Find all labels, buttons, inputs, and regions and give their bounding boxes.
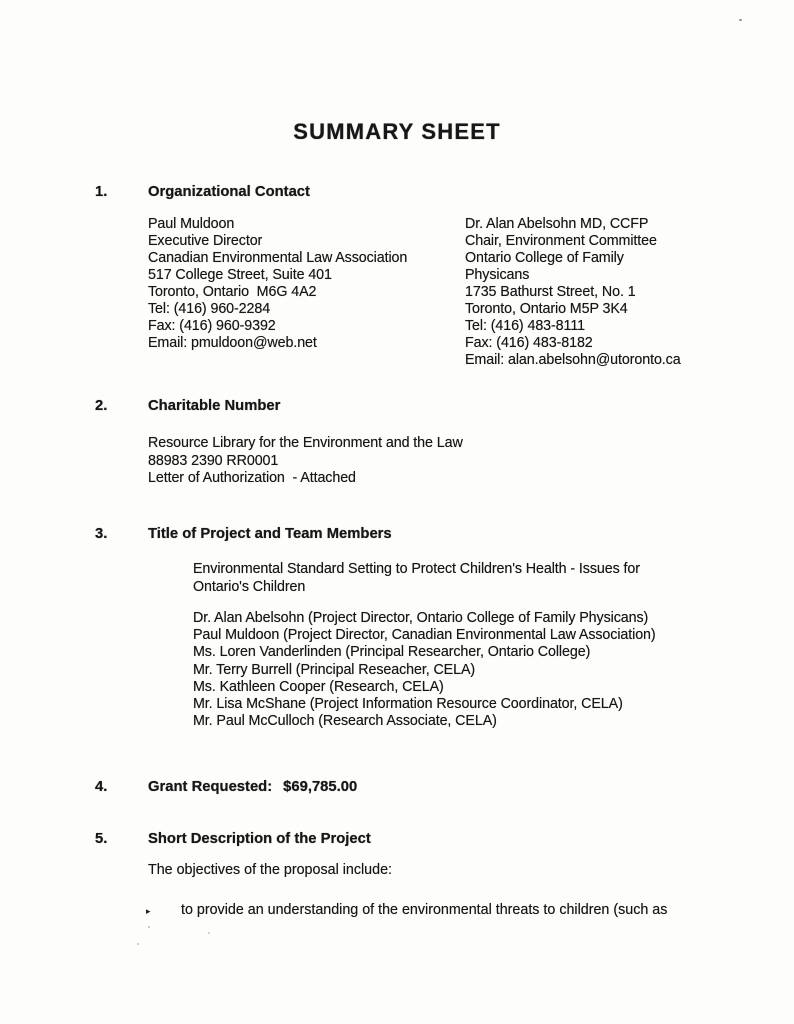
scan-speck	[148, 926, 150, 928]
team-member-line: Mr. Lisa McShane (Project Information Resource Coordinator, CELA)	[193, 696, 623, 713]
charitable-line: 88983 2390 RR0001	[148, 452, 279, 469]
contact-left-line: 517 College Street, Suite 401	[148, 267, 332, 283]
contact-left-line: Executive Director	[148, 233, 263, 249]
section-2-heading: Charitable Number	[148, 398, 281, 414]
scan-speck	[208, 932, 210, 934]
contact-left-line: Toronto, Ontario M6G 4A2	[148, 284, 317, 300]
section-4-number: 4.	[95, 779, 108, 795]
scan-speck	[739, 19, 742, 21]
page-title: SUMMARY SHEET	[293, 119, 501, 144]
charitable-line: Letter of Authorization - Attached	[148, 470, 356, 486]
contact-right-block	[465, 216, 765, 369]
contact-left-line: Fax: (416) 960-9392	[148, 318, 276, 334]
section-4-heading	[148, 779, 357, 795]
project-title-block	[193, 561, 753, 596]
project-title-line: Environmental Standard Setting to Protect Children's Health - Issues for	[193, 561, 640, 577]
objective-bullet-text: to provide an understanding of the environmental threats to children (such as	[181, 902, 668, 918]
contact-right-line: Toronto, Ontario M5P 3K4	[465, 301, 628, 317]
team-member-line: Dr. Alan Abelsohn (Project Director, Ontario College of Family Physicans)	[193, 610, 649, 626]
contact-left-line: Email: pmuldoon@web.net	[148, 335, 317, 351]
contact-right-line: Ontario College of Family	[465, 250, 624, 266]
section-1-number: 1.	[95, 184, 108, 200]
contact-left-line: Tel: (416) 960-2284	[148, 301, 271, 317]
objectives-intro: The objectives of the proposal include:	[148, 862, 392, 878]
contact-right-line: Chair, Environment Committee	[465, 233, 657, 249]
grant-amount: $69,785.00	[283, 779, 358, 795]
contact-right-line: Email: alan.abelsohn@utoronto.ca	[465, 352, 681, 368]
section-5-heading: Short Description of the Project	[148, 831, 371, 847]
contact-left-line: Canadian Environmental Law Association	[148, 250, 408, 266]
section-2-number: 2.	[95, 398, 108, 414]
team-members-block	[193, 610, 773, 730]
bullet-arrow-icon: ▸	[146, 906, 151, 916]
project-title-line: Ontario's Children	[193, 578, 306, 595]
team-member-line: Mr. Terry Burrell (Principal Reseacher, CELA)	[193, 661, 476, 678]
charitable-number-block	[148, 435, 608, 488]
section-3-number: 3.	[95, 526, 108, 542]
scan-speck	[137, 943, 139, 945]
contact-right-line: Tel: (416) 483-8111	[465, 318, 585, 334]
contact-right-line: 1735 Bathurst Street, No. 1	[465, 284, 636, 300]
team-member-line: Ms. Kathleen Cooper (Research, CELA)	[193, 678, 444, 695]
contact-right-line: Physicans	[465, 267, 530, 283]
team-member-line: Ms. Loren Vanderlinden (Principal Researcher, Ontario College)	[193, 644, 591, 661]
contact-right-line: Fax: (416) 483-8182	[465, 335, 593, 351]
charitable-line: Resource Library for the Environment and the Law	[148, 435, 463, 451]
grant-requested-label: Grant Requested:	[148, 779, 273, 795]
section-5-number: 5.	[95, 831, 108, 847]
team-member-line: Mr. Paul McCulloch (Research Associate, CELA)	[193, 713, 497, 730]
contact-left-block	[148, 216, 463, 352]
section-1-heading: Organizational Contact	[148, 184, 310, 200]
contact-left-line: Paul Muldoon	[148, 216, 235, 232]
team-member-line: Paul Muldoon (Project Director, Canadian Environmental Law Association)	[193, 627, 656, 644]
contact-right-line: Dr. Alan Abelsohn MD, CCFP	[465, 216, 649, 232]
section-3-heading: Title of Project and Team Members	[148, 526, 392, 542]
